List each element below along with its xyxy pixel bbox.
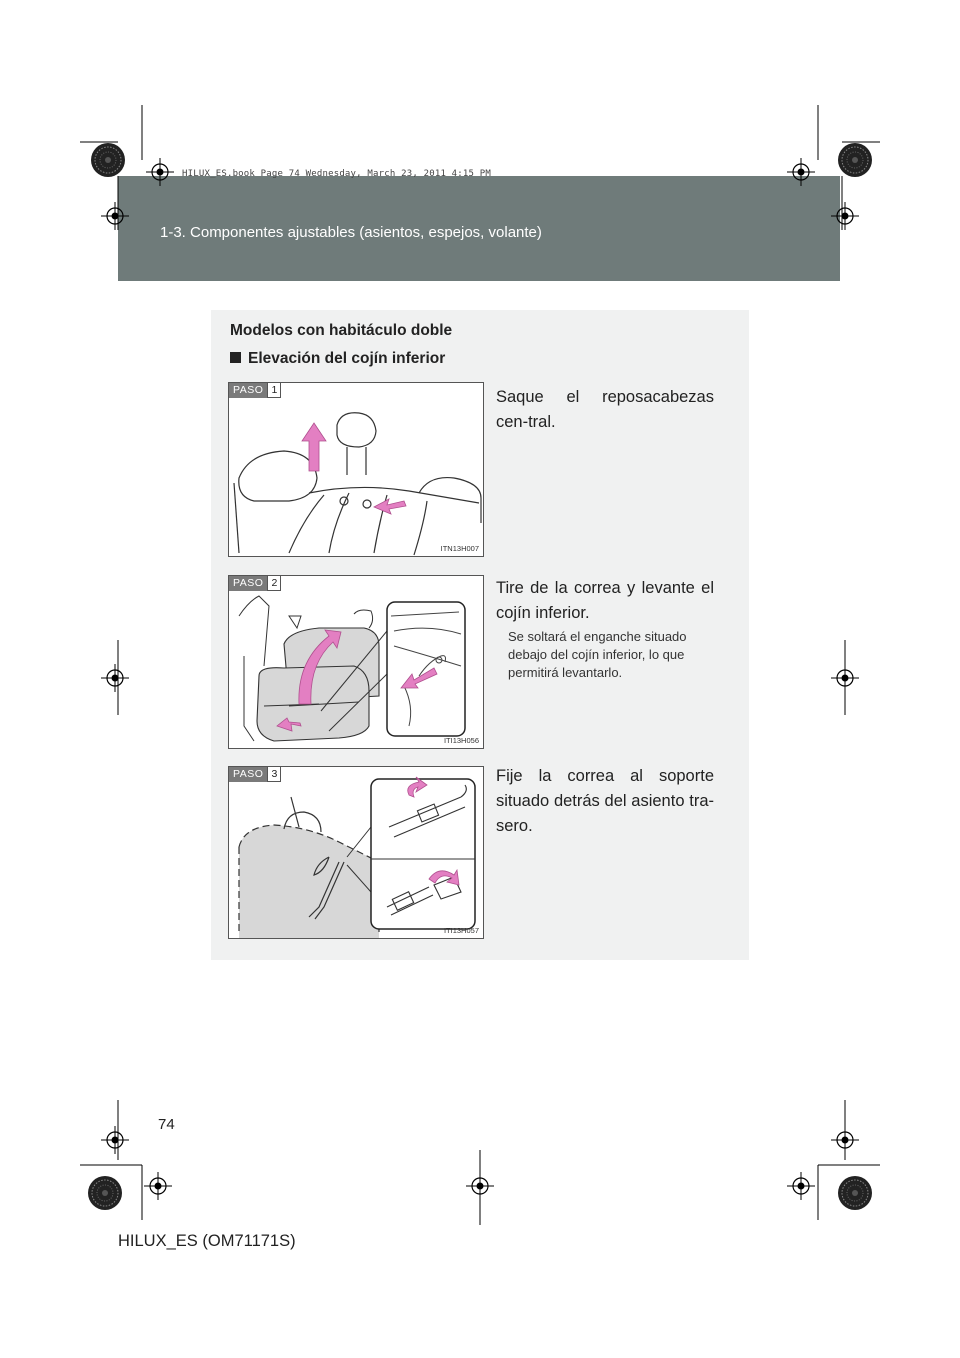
step-1-text: Saque el reposacabezas cen-tral. xyxy=(496,388,714,431)
step-2-note: Se soltará el enganche situado debajo del cojín inferior, lo que permitirá levantarlo. xyxy=(508,629,687,680)
section-title: 1-3. Componentes ajustables (asientos, espejos, volante) xyxy=(160,224,542,241)
step-1-figure-code: ITN13H007 xyxy=(440,544,479,553)
step-1-label: PASO xyxy=(229,383,267,398)
step-2-figure-code: ITI13H056 xyxy=(443,736,479,745)
step-3-number: 3 xyxy=(267,767,281,782)
step-3-text: Fije la correa al soporte situado detrás del asiento tra-sero. xyxy=(496,767,714,835)
step-3-label: PASO xyxy=(229,767,267,782)
step-1-number: 1 xyxy=(267,383,281,398)
subheading-text: Elevación del cojín inferior xyxy=(248,350,446,367)
page-heading: Modelos con habitáculo doble xyxy=(230,322,453,339)
step-2-number: 2 xyxy=(267,576,281,591)
print-header: HILUX_ES.book Page 74 Wednesday, March 23, 2011 4:15 PM xyxy=(182,169,492,179)
page-number: 74 xyxy=(158,1116,175,1133)
step-2-text: Tire de la correa y levante el cojín inferior. xyxy=(496,579,714,622)
step-2-label: PASO xyxy=(229,576,267,591)
footer-document-code: HILUX_ES (OM71171S) xyxy=(118,1232,296,1250)
step-3-figure-code: ITI13H057 xyxy=(443,926,479,935)
